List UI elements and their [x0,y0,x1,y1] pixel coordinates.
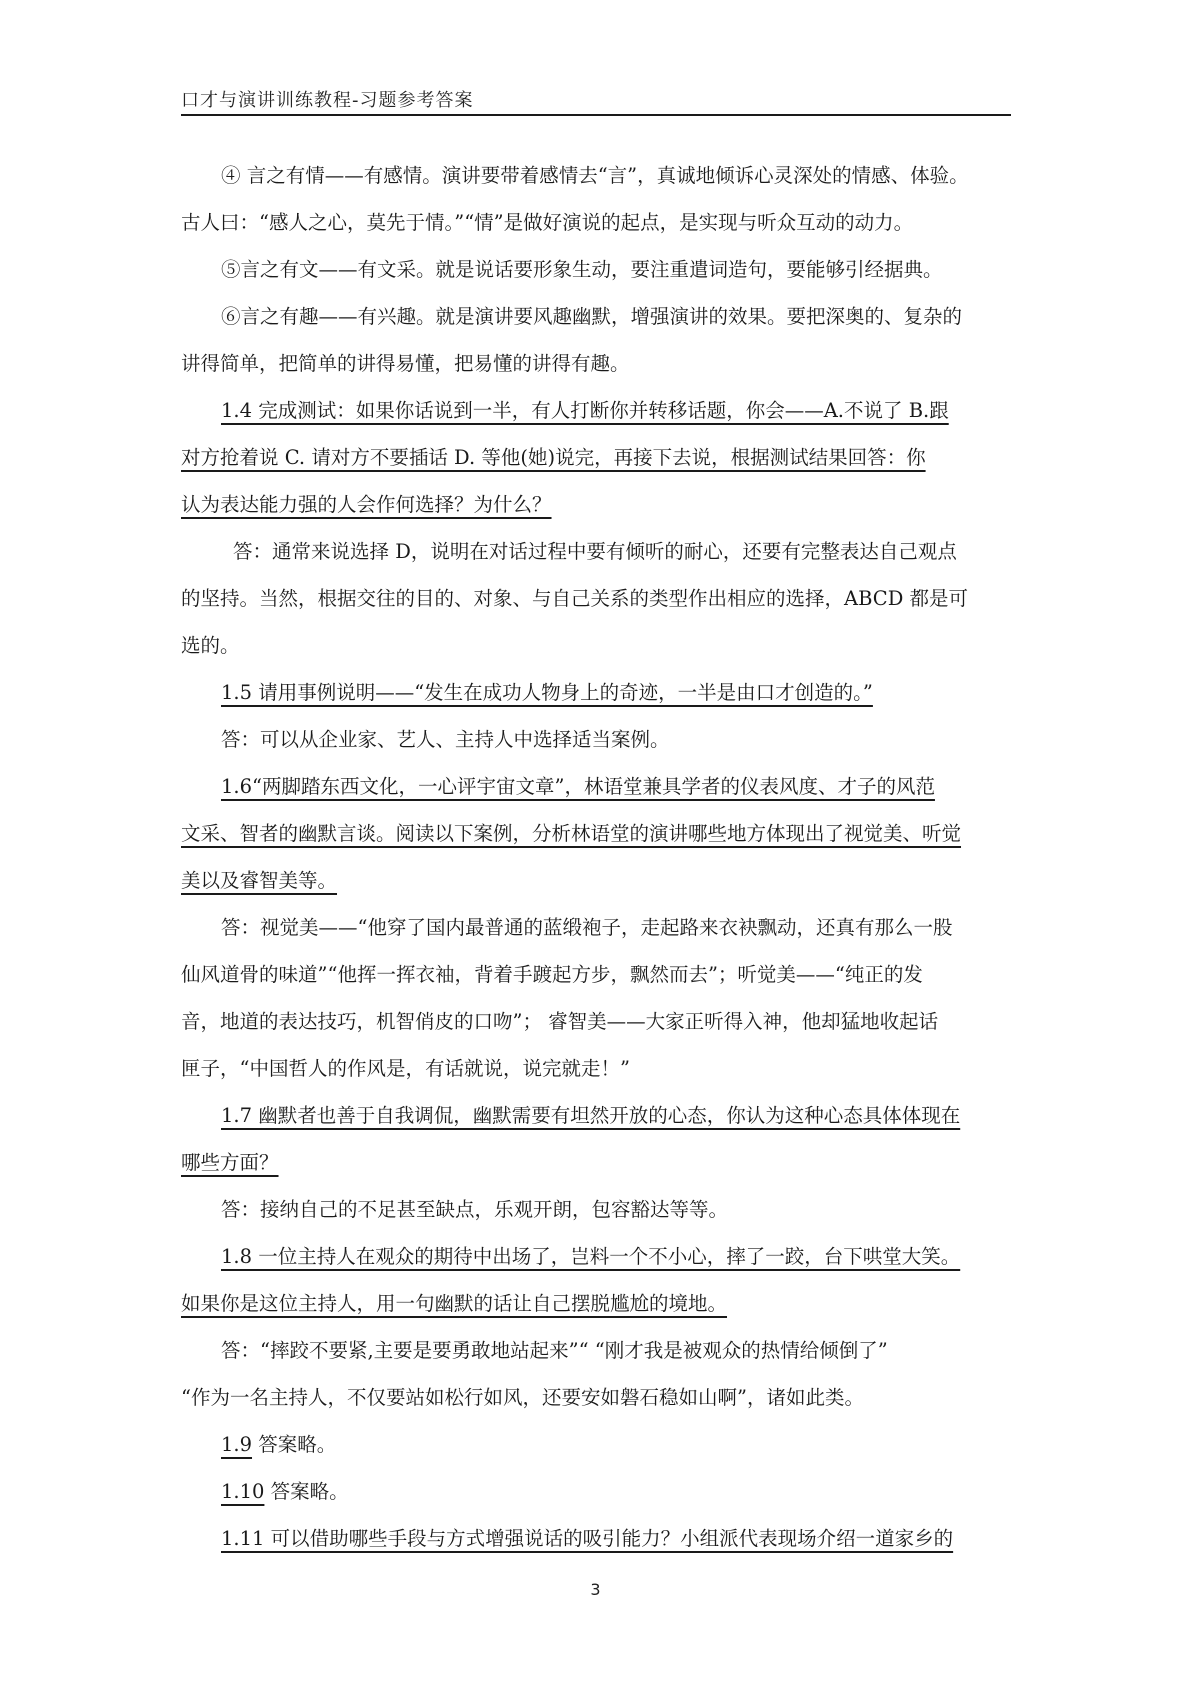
text-line [181,340,1011,387]
question-line [181,481,1011,528]
question-text: 文采、智者的幽默言谈。阅读以下案例，分析林语堂的演讲哪些地方体现出了视觉美、听觉 [181,822,962,845]
text-line [181,152,1011,199]
header-divider [181,114,1011,116]
text-line [181,1374,1011,1421]
question-text: 1.8 一位主持人在观众的期待中出场了，岂料一个不小心，摔了一跤，台下哄堂大笑。 [221,1245,961,1268]
question-line: 1.9 答案略。 [221,1433,337,1456]
paragraph-text: 答：视觉美——“他穿了国内最普通的蓝缎袍子，走起路来衣袂飘动，还真有那么一股 [221,916,953,939]
text-line [181,716,1011,763]
question-text: 认为表达能力强的人会作何选择？为什么？ [181,493,552,516]
text-line [181,528,1011,575]
question-text: 1.11 可以借助哪些手段与方式增强说话的吸引能力？小组派代表现场介绍一道家乡的 [221,1527,954,1550]
paragraph-text: 古人曰：“感人之心，莫先于情。”“情”是做好演说的起点，是实现与听众互动的动力。 [181,211,914,234]
question-line [181,1280,1011,1327]
document-body [181,152,1011,1562]
question-line [181,434,1011,481]
paragraph-text: “作为一名主持人，不仅要站如松行如风，还要安如磐石稳如山啊”，诸如此类。 [181,1386,864,1409]
question-text: 美以及睿智美等。 [181,869,338,892]
question-number: 1.10 [221,1480,265,1503]
paragraph-text: 答：接纳自己的不足甚至缺点，乐观开朗，包容豁达等等。 [221,1198,729,1221]
question-number: 1.9 [221,1433,253,1456]
page-number: 3 [590,1580,601,1599]
question-line [181,1139,1011,1186]
paragraph-text: 答：“摔跤不要紧,主要是要勇敢地站起来”“ “刚才我是被观众的热情给倾倒了” [221,1339,888,1362]
text-line [181,951,1011,998]
paragraph-text: 音，地道的表达技巧，机智俏皮的口吻”； 睿智美——大家正听得入神，他却猛地收起话 [181,1010,939,1033]
paragraph-text: 匣子，“中国哲人的作风是，有话就说，说完就走！” [181,1057,630,1080]
question-text: 哪些方面？ [181,1151,279,1174]
paragraph-text: ⑥言之有趣——有兴趣。就是演讲要风趣幽默，增强演讲的效果。要把深奥的、复杂的 [221,305,963,328]
question-line [181,857,1011,904]
text-line [181,622,1011,669]
text-line [181,1186,1011,1233]
question-text: 1.7 幽默者也善于自我调侃，幽默需要有坦然开放的心态，你认为这种心态具体体现在 [221,1104,961,1127]
paragraph-text: ⑤言之有文——有文采。就是说话要形象生动，要注重遣词造句，要能够引经据典。 [221,258,943,281]
text-line [181,199,1011,246]
question-text: 对方抢着说 C. 请对方不要插话 D. 等他(她)说完，再接下去说，根据测试结果回答：你 [181,446,926,469]
paragraph-text: 答：通常来说选择 D，说明在对话过程中要有倾听的耐心，还要有完整表达自己观点 [233,540,957,563]
text-line [181,293,1011,340]
text-line [181,998,1011,1045]
question-text: 1.5 请用事例说明——“发生在成功人物身上的奇迹，一半是由口才创造的。” [221,681,873,704]
question-line [181,810,1011,857]
paragraph-text: 讲得简单，把简单的讲得易懂，把易懂的讲得有趣。 [181,352,630,375]
question-line [181,669,1011,716]
text-line [181,1327,1011,1374]
text-line [181,575,1011,622]
text-line [181,246,1011,293]
paragraph-text: 的坚持。当然，根据交往的目的、对象、与自己关系的类型作出相应的选择，ABCD 都是可 [181,587,969,610]
question-text: 如果你是这位主持人，用一句幽默的话让自己摆脱尴尬的境地。 [181,1292,728,1315]
question-line [181,1515,1011,1562]
question-text: 1.6“两脚踏东西文化，一心评宇宙文章”，林语堂兼具学者的仪表风度、才子的风范 [221,775,935,798]
question-line [181,1233,1011,1280]
paragraph-text: 选的。 [181,634,240,657]
running-header: 口才与演讲训练教程-习题参考答案 [181,90,474,111]
paragraph-text: ④ 言之有情——有感情。演讲要带着感情去“言”，真诚地倾诉心灵深处的情感、体验。 [221,164,969,187]
question-text: 1.4 完成测试：如果你话说到一半，有人打断你并转移话题，你会——A.不说了 B.跟 [221,399,949,422]
text-line [181,904,1011,951]
text-line [181,1045,1011,1092]
paragraph-text: 答：可以从企业家、艺人、主持人中选择适当案例。 [221,728,670,751]
question-line: 1.10 答案略。 [221,1480,349,1503]
question-line [181,1092,1011,1139]
question-line [181,387,1011,434]
paragraph-text: 仙风道骨的味道”“他挥一挥衣袖，背着手踱起方步，飘然而去”；听觉美——“纯正的发 [181,963,923,986]
question-line [181,763,1011,810]
